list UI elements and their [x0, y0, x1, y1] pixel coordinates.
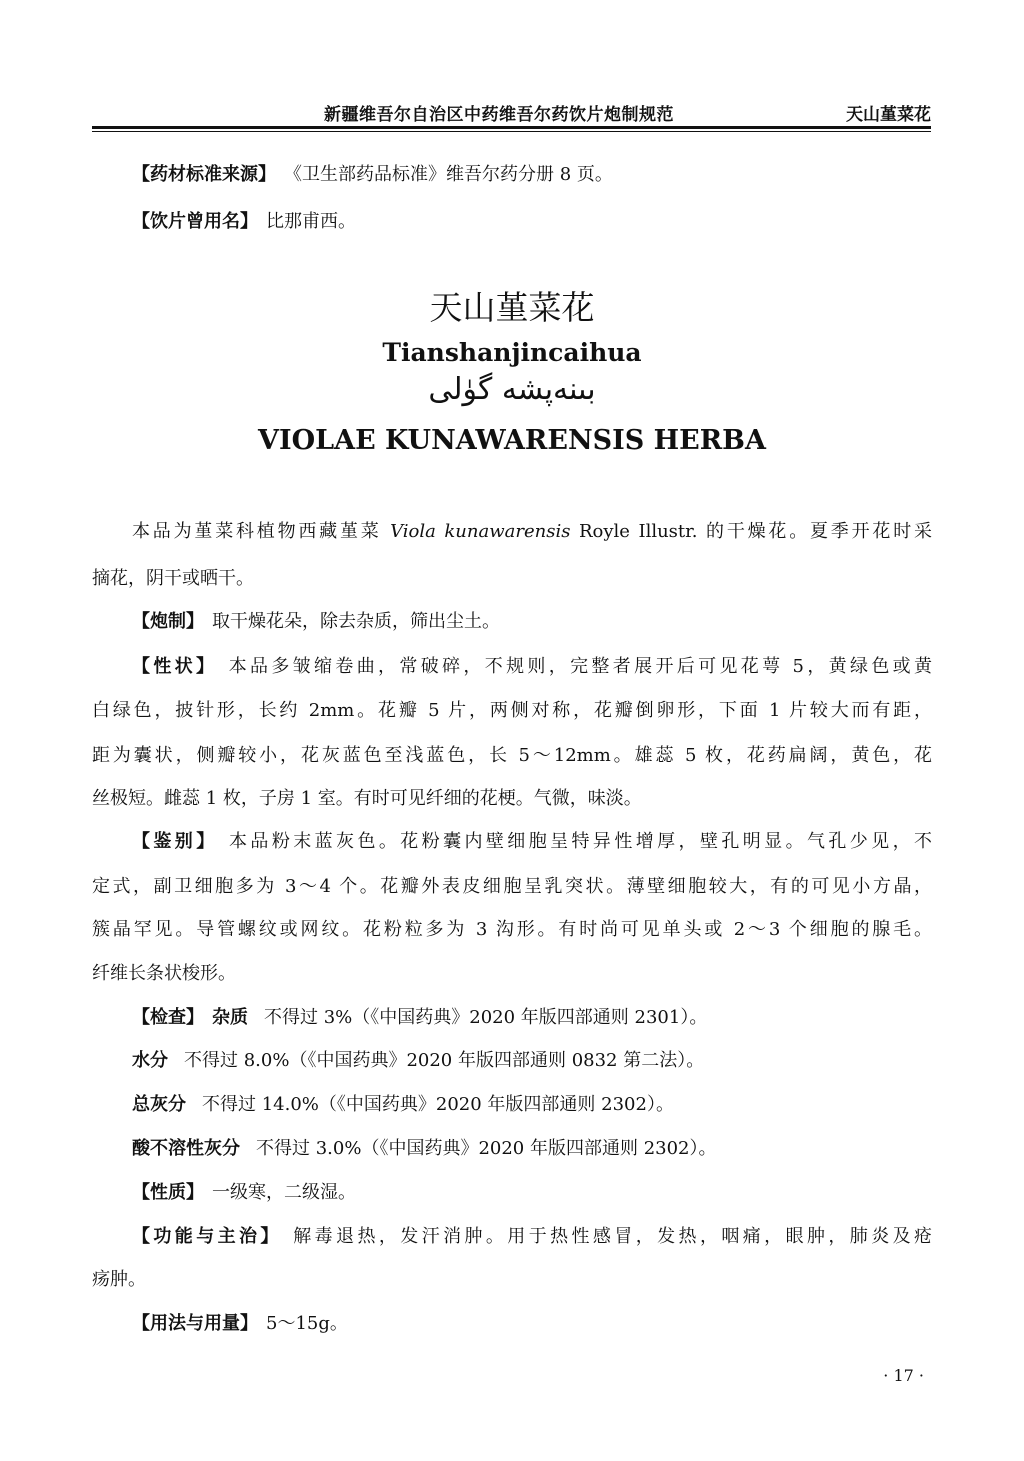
moisture-text: 不得过 8.0%（《中国药典》2020 年版四部通则 0832 第二法）。	[184, 1050, 705, 1071]
running-header	[92, 98, 931, 128]
characters-label: 【性状】	[132, 656, 218, 677]
header-rule-thick	[92, 126, 931, 129]
characters-text-1: 本品多皱缩卷曲，常破碎，不规则，完整者展开后可见花萼 5，黄绿色或黄	[225, 656, 933, 677]
title-chinese: 天山堇菜花	[429, 288, 595, 327]
title-uyghur	[0, 372, 1024, 407]
identification-line-3: 簇晶罕见。导管螺纹或网纹。花粉粒多为 3 沟形。有时尚可见单头或 2～3 个细胞的腺毛。	[92, 919, 932, 940]
inspection-moisture-line	[132, 1046, 932, 1072]
inspection-acid-ash-line	[132, 1134, 932, 1160]
intro-line-1	[132, 517, 932, 543]
nature-line	[132, 1178, 932, 1204]
identification-line-4: 纤维长条状梭形。	[92, 963, 236, 984]
identification-line-2: 定式，副卫细胞多为 3～4 个。花瓣外表皮细胞呈乳突状。薄壁细胞较大，有的可见小方晶，	[92, 876, 932, 897]
dosage-line	[132, 1309, 932, 1335]
former-name-label: 【饮片曾用名】	[132, 211, 258, 232]
acid-ash-label: 酸不溶性灰分	[132, 1138, 240, 1159]
characters-line-3: 距为囊状，侧瓣较小，花灰蓝色至浅蓝色，长 5～12mm。雄蕊 5 枚，花药扁阔，黄色，花	[92, 745, 932, 766]
processing-line	[132, 607, 932, 633]
functions-line-2: 疡肿。	[92, 1269, 146, 1290]
processing-label: 【炮制】	[132, 611, 204, 632]
intro-species: Viola kunawarensis	[390, 521, 571, 542]
functions-line-1	[132, 1222, 932, 1248]
ash-text: 不得过 14.0%（《中国药典》2020 年版四部通则 2302）。	[202, 1094, 674, 1115]
former-name-text: 比那甫西。	[266, 211, 356, 232]
source-text: 《卫生部药品标准》维吾尔药分册 8 页。	[284, 164, 613, 185]
moisture-label: 水分	[132, 1050, 168, 1071]
dosage-label: 【用法与用量】	[132, 1313, 258, 1334]
header-entry-name: 天山堇菜花	[846, 105, 931, 125]
acid-ash-text: 不得过 3.0%（《中国药典》2020 年版四部通则 2302）。	[256, 1138, 717, 1159]
inspection-ash-line	[132, 1090, 932, 1116]
former-name-line	[132, 207, 932, 233]
impurity-text: 不得过 3%（《中国药典》2020 年版四部通则 2301）。	[264, 1007, 708, 1028]
intro-before: 本品为堇菜科植物西藏堇菜	[132, 521, 391, 542]
title-latin: VIOLAE KUNAWARENSIS HERBA	[258, 425, 766, 456]
characters-line-2: 白绿色，披针形，长约 2mm。花瓣 5 片，两侧对称，花瓣倒卵形，下面 1 片较大而有距，	[92, 700, 932, 721]
impurity-label: 杂质	[212, 1007, 248, 1028]
page-number: · 17 ·	[883, 1366, 924, 1385]
title-uyghur-text: بىنەپشە گۈلى	[428, 372, 596, 407]
header-book-title: 新疆维吾尔自治区中药维吾尔药饮片炮制规范	[324, 105, 674, 125]
header-rule-thin	[92, 131, 931, 132]
nature-label: 【性质】	[132, 1182, 204, 1203]
identification-label: 【鉴别】	[132, 831, 218, 852]
title-pinyin: Tianshanjincaihua	[382, 338, 642, 367]
ash-label: 总灰分	[132, 1094, 186, 1115]
inspection-label: 【检查】	[132, 1007, 204, 1028]
intro-after: Royle Illustr. 的干燥花。夏季开花时采	[570, 521, 933, 542]
dosage-text: 5～15g。	[266, 1313, 348, 1334]
processing-text: 取干燥花朵，除去杂质，筛出尘土。	[212, 611, 500, 632]
characters-line-1	[132, 652, 932, 678]
source-label: 【药材标准来源】	[132, 164, 276, 185]
functions-text-1: 解毒退热，发汗消肿。用于热性感冒，发热，咽痛，眼肿，肺炎及疮	[289, 1226, 933, 1247]
source-line	[132, 160, 932, 186]
intro-line-2: 摘花，阴干或晒干。	[92, 568, 254, 589]
identification-line-1	[132, 827, 932, 853]
inspection-impurity-line	[132, 1003, 932, 1029]
nature-text: 一级寒，二级湿。	[212, 1182, 356, 1203]
identification-text-1: 本品粉末蓝灰色。花粉囊内壁细胞呈特异性增厚，壁孔明显。气孔少见，不	[225, 831, 932, 852]
characters-line-4: 丝极短。雌蕊 1 枚，子房 1 室。有时可见纤细的花梗。气微，味淡。	[92, 788, 642, 809]
functions-label: 【功能与主治】	[132, 1226, 282, 1247]
